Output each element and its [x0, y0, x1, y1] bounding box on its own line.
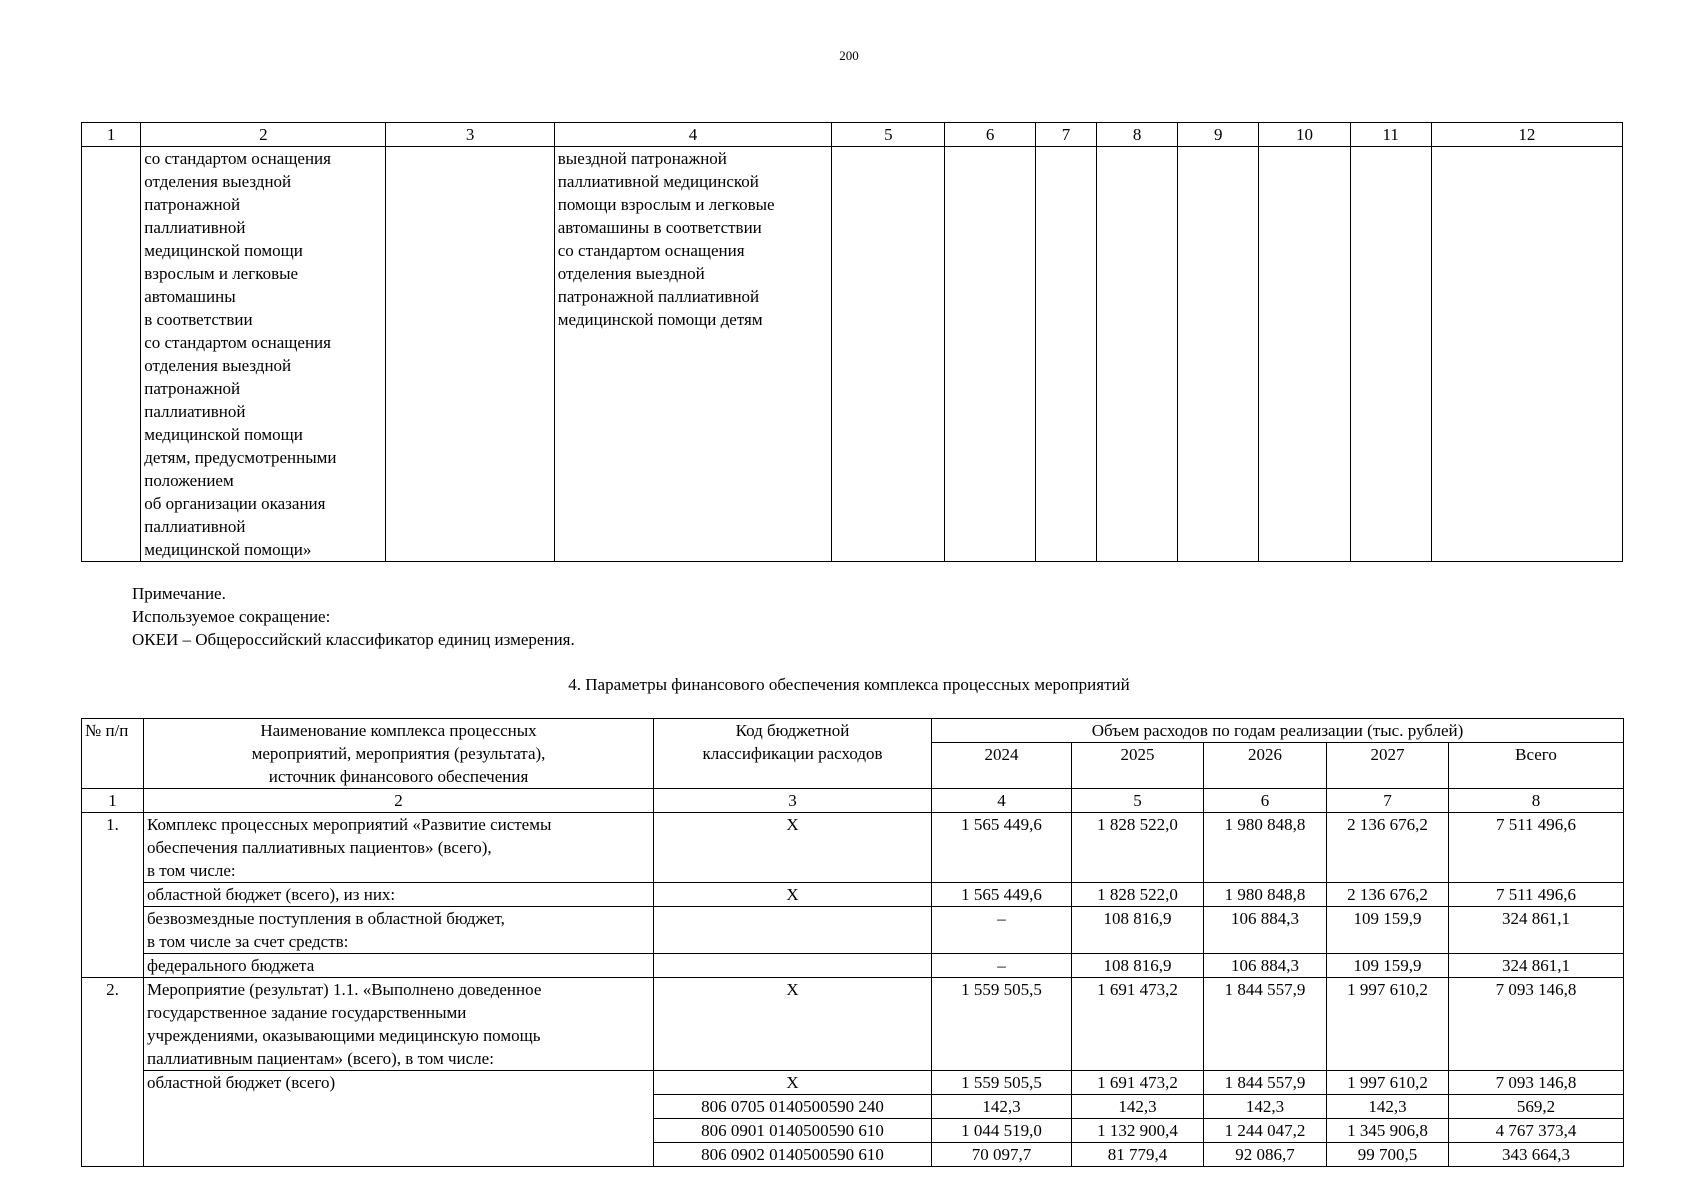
- table-row: [82, 954, 1624, 978]
- value-2026: 1 980 848,8: [1204, 813, 1327, 883]
- header-year-2026: 2026: [1204, 743, 1327, 789]
- column-number: 8: [1449, 789, 1624, 813]
- table-cell: [1350, 147, 1431, 562]
- column-number: 1: [82, 789, 144, 813]
- row-code: X: [654, 883, 932, 907]
- table-row: [82, 1071, 1624, 1095]
- row-code: 806 0902 0140500590 610: [654, 1143, 932, 1167]
- column-number: 2: [141, 123, 386, 147]
- value-2027: 109 159,9: [1327, 907, 1449, 954]
- header-total: Всего: [1449, 743, 1624, 789]
- column-number: 5: [1072, 789, 1204, 813]
- column-number: 8: [1097, 123, 1178, 147]
- note-subtitle: Используемое сокращение:: [132, 607, 331, 626]
- row-number: 1.: [82, 813, 144, 978]
- table-cell-description: со стандартом оснащения отделения выездной патронажной паллиативной медицинской помощи взрослым и легковые автомашины в соответствии со стандартом оснащения отделения выездной патронажной паллиативной медицинской помощи детям, предусмотренными положением об организации оказания паллиативной медицинской помощи»: [141, 147, 386, 562]
- note-title: Примечание.: [132, 584, 226, 603]
- note-abbreviation: ОКЕИ – Общероссийский классификатор единиц измерения.: [132, 630, 575, 649]
- value-2024: 1 559 505,5: [932, 978, 1072, 1071]
- value-total: 7 511 496,6: [1449, 883, 1624, 907]
- table-cell: [945, 147, 1035, 562]
- table-row: [82, 978, 1624, 1071]
- section-title: 4. Параметры финансового обеспечения комплекса процессных мероприятий: [568, 675, 1130, 694]
- column-number: 12: [1431, 123, 1622, 147]
- header-num: № п/п: [82, 719, 144, 789]
- value-2024: 1 565 449,6: [932, 813, 1072, 883]
- value-2024: 1 565 449,6: [932, 883, 1072, 907]
- value-2027: 99 700,5: [1327, 1143, 1449, 1167]
- column-number-row: [82, 123, 1623, 147]
- value-2027: 2 136 676,2: [1327, 813, 1449, 883]
- value-2025: 1 691 473,2: [1072, 978, 1204, 1071]
- value-2027: 2 136 676,2: [1327, 883, 1449, 907]
- table-cell-description: выездной патронажной паллиативной медицинской помощи взрослым и легковые автомашины в соответствии со стандартом оснащения отделения выездной патронажной паллиативной медицинской помощи детям: [554, 147, 831, 562]
- column-number: 7: [1327, 789, 1449, 813]
- header-year-2025: 2025: [1072, 743, 1204, 789]
- column-number: 10: [1259, 123, 1350, 147]
- value-total: 343 664,3: [1449, 1143, 1624, 1167]
- row-code: 806 0705 0140500590 240: [654, 1095, 932, 1119]
- column-number: 4: [932, 789, 1072, 813]
- header-code: Код бюджетной классификации расходов: [654, 719, 932, 789]
- value-total: 7 093 146,8: [1449, 1071, 1624, 1095]
- row-code: [654, 907, 932, 954]
- value-2024: 1 044 519,0: [932, 1119, 1072, 1143]
- value-2027: 142,3: [1327, 1095, 1449, 1119]
- column-number: 3: [386, 123, 554, 147]
- row-number: 2.: [82, 978, 144, 1167]
- header-year-2024: 2024: [932, 743, 1072, 789]
- value-2024: –: [932, 907, 1072, 954]
- column-number: 2: [144, 789, 654, 813]
- table-cell: [1035, 147, 1096, 562]
- value-2027: 1 345 906,8: [1327, 1119, 1449, 1143]
- value-2025: 1 691 473,2: [1072, 1071, 1204, 1095]
- value-total: 324 861,1: [1449, 954, 1624, 978]
- column-number: 5: [832, 123, 945, 147]
- row-name: областной бюджет (всего), из них:: [144, 883, 654, 907]
- value-2026: 92 086,7: [1204, 1143, 1327, 1167]
- row-code: X: [654, 813, 932, 883]
- table-row: [82, 813, 1624, 883]
- page-number: 200: [839, 48, 859, 63]
- table-cell: [832, 147, 945, 562]
- column-number: 3: [654, 789, 932, 813]
- row-name: Мероприятие (результат) 1.1. «Выполнено доведенное государственное задание государственными учреждениями, оказывающими медицинскую помощь паллиативным пациентам» (всего), в том числе:: [144, 978, 654, 1071]
- value-2025: 1 828 522,0: [1072, 813, 1204, 883]
- row-code: 806 0901 0140500590 610: [654, 1119, 932, 1143]
- table-cell: [82, 147, 141, 562]
- value-2025: 142,3: [1072, 1095, 1204, 1119]
- column-number: 6: [1204, 789, 1327, 813]
- value-2024: 70 097,7: [932, 1143, 1072, 1167]
- value-total: 4 767 373,4: [1449, 1119, 1624, 1143]
- value-total: 569,2: [1449, 1095, 1624, 1119]
- value-2026: 1 980 848,8: [1204, 883, 1327, 907]
- table-cell: [1431, 147, 1622, 562]
- value-2027: 109 159,9: [1327, 954, 1449, 978]
- column-number: 4: [554, 123, 831, 147]
- column-number: 9: [1178, 123, 1259, 147]
- value-2027: 1 997 610,2: [1327, 1071, 1449, 1095]
- value-2024: 1 559 505,5: [932, 1071, 1072, 1095]
- header-year-2027: 2027: [1327, 743, 1449, 789]
- note-block: [132, 582, 575, 651]
- value-2026: 106 884,3: [1204, 954, 1327, 978]
- header-row: [82, 719, 1624, 743]
- value-total: 324 861,1: [1449, 907, 1624, 954]
- financing-table: [81, 718, 1624, 1167]
- value-total: 7 511 496,6: [1449, 813, 1624, 883]
- column-number: 1: [82, 123, 141, 147]
- value-2026: 1 244 047,2: [1204, 1119, 1327, 1143]
- row-code: X: [654, 978, 932, 1071]
- value-2025: 1 828 522,0: [1072, 883, 1204, 907]
- value-2026: 106 884,3: [1204, 907, 1327, 954]
- row-name: федерального бюджета: [144, 954, 654, 978]
- header-volume: Объем расходов по годам реализации (тыс. рублей): [932, 719, 1624, 743]
- column-number: 11: [1350, 123, 1431, 147]
- continuation-table: [81, 122, 1623, 562]
- row-name: Комплекс процессных мероприятий «Развитие системы обеспечения паллиативных пациентов» (всего), в том числе:: [144, 813, 654, 883]
- column-number-row: [82, 789, 1624, 813]
- column-number: 7: [1035, 123, 1096, 147]
- row-code: X: [654, 1071, 932, 1095]
- table-cell: [386, 147, 554, 562]
- value-2025: 1 132 900,4: [1072, 1119, 1204, 1143]
- value-2024: 142,3: [932, 1095, 1072, 1119]
- value-2025: 81 779,4: [1072, 1143, 1204, 1167]
- table-row: [82, 907, 1624, 954]
- value-2024: –: [932, 954, 1072, 978]
- value-2026: 142,3: [1204, 1095, 1327, 1119]
- value-2026: 1 844 557,9: [1204, 1071, 1327, 1095]
- table-cell: [1097, 147, 1178, 562]
- table-cell: [1259, 147, 1350, 562]
- row-name: безвозмездные поступления в областной бюджет, в том числе за счет средств:: [144, 907, 654, 954]
- value-2027: 1 997 610,2: [1327, 978, 1449, 1071]
- value-total: 7 093 146,8: [1449, 978, 1624, 1071]
- table-row: [82, 883, 1624, 907]
- column-number: 6: [945, 123, 1035, 147]
- value-2025: 108 816,9: [1072, 954, 1204, 978]
- row-code: [654, 954, 932, 978]
- value-2026: 1 844 557,9: [1204, 978, 1327, 1071]
- value-2025: 108 816,9: [1072, 907, 1204, 954]
- table-cell: [1178, 147, 1259, 562]
- header-name: Наименование комплекса процессных мероприятий, мероприятия (результата), источник финансового обеспечения: [144, 719, 654, 789]
- row-name: областной бюджет (всего): [144, 1071, 654, 1167]
- table-row: [82, 147, 1623, 562]
